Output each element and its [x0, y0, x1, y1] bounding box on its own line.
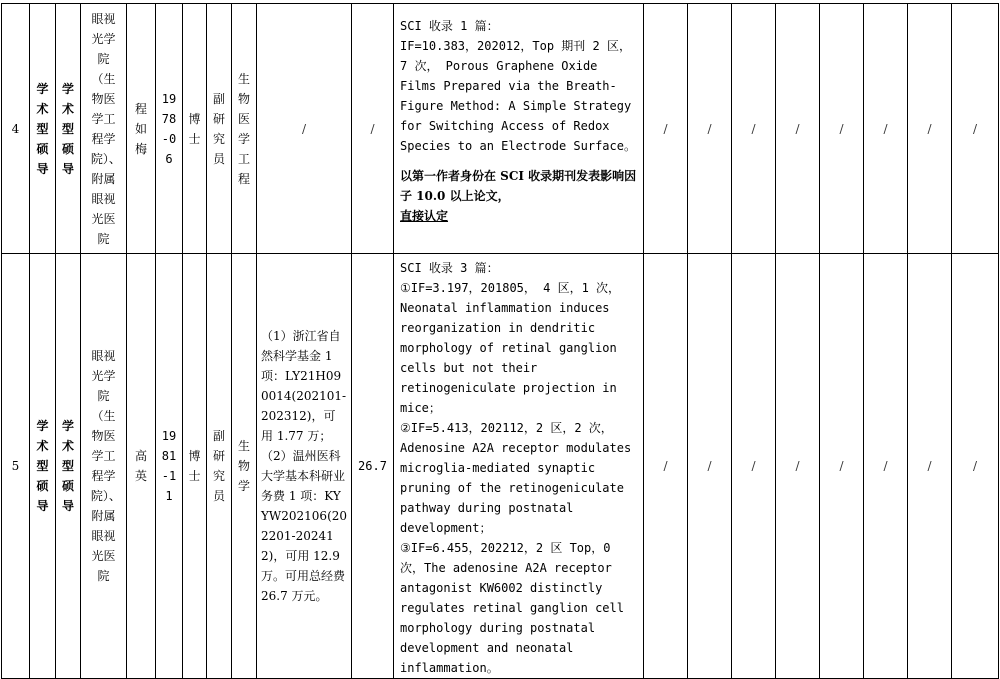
- trailing-cell: /: [952, 254, 999, 679]
- paper-entry: ②IF=5.413，202112，2 区，2 次，Adenosine A2A receptor modulates microglia-mediated synaptic pruning of the retinogeniculate pathway during postnatal development；: [400, 421, 639, 535]
- paper-entry: ①IF=3.197，201805， 4 区，1 次，Neonatal inflammation induces reorganization in dendritic morphology of retinal ganglion cells but not their retinogeniculate projection in mice；: [400, 281, 624, 415]
- category-cell: 学术型硕导: [56, 254, 81, 679]
- funding-cell: （1）浙江省自然科学基金 1 项：LY21H090014(202101-202312)，可用 1.77 万；（2）温州医科大学基本科研业务费 1 项：KYYW202106(202201-202412)，可用 12.9 万。可用总经费 26.7 万元。: [257, 254, 352, 679]
- trailing-cell: /: [820, 4, 864, 254]
- birth-cell: 1981-11: [156, 254, 183, 679]
- papers-cell: [394, 254, 644, 679]
- trailing-cell: /: [908, 254, 952, 679]
- papers-heading: SCI 收录 1 篇：: [400, 19, 499, 33]
- qualification-note: 以第一作者身份在 SCI 收录期刊发表影响因子 10.0 以上论文，: [400, 169, 637, 203]
- trailing-cell: /: [732, 4, 776, 254]
- table-row: [2, 4, 999, 254]
- title-cell: 副研究员: [207, 4, 232, 254]
- paper-entry: ③IF=6.455，202212，2 区 Top，0 次，The adenosine A2A receptor antagonist KW6002 distinctly regulates retinal ganglion cell morphology during postnatal development and neonatal inflammation。: [400, 541, 632, 675]
- trailing-cell: /: [864, 4, 908, 254]
- funding-amount-cell: /: [352, 4, 394, 254]
- table-row: [2, 254, 999, 679]
- category-cell: 学术型硕导: [56, 4, 81, 254]
- trailing-cell: /: [688, 254, 732, 679]
- birth-cell: 1978-06: [156, 4, 183, 254]
- trailing-cell: /: [908, 4, 952, 254]
- funding-cell: /: [257, 4, 352, 254]
- trailing-cell: /: [776, 254, 820, 679]
- degree-cell: 博士: [183, 4, 207, 254]
- paper-entry: IF=10.383，202012，Top 期刊 2 区，7 次， Porous Graphene Oxide Films Prepared via the Breath-Figure Method: A Simple Strategy for Switching Access of Redox Species to an Electrode Surface。: [400, 39, 639, 153]
- trailing-cell: /: [644, 4, 688, 254]
- trailing-cell: /: [644, 254, 688, 679]
- applicant-table: [1, 3, 999, 679]
- trailing-cell: /: [952, 4, 999, 254]
- category-cell: 学术型硕导: [30, 254, 56, 679]
- papers-cell: [394, 4, 644, 254]
- name-cell: 高英: [127, 254, 156, 679]
- row-index: 4: [2, 4, 30, 254]
- discipline-cell: 生物医学工程: [232, 4, 257, 254]
- college-cell: 眼视光学院（生物医学工程学院）、附属眼视光医院: [81, 4, 127, 254]
- row-index: 5: [2, 254, 30, 679]
- discipline-cell: 生物学: [232, 254, 257, 679]
- trailing-cell: /: [732, 254, 776, 679]
- degree-cell: 博士: [183, 254, 207, 679]
- papers-heading: SCI 收录 3 篇：: [400, 261, 499, 275]
- trailing-cell: /: [776, 4, 820, 254]
- trailing-cell: /: [688, 4, 732, 254]
- name-cell: 程如梅: [127, 4, 156, 254]
- title-cell: 副研究员: [207, 254, 232, 679]
- category-cell: 学术型硕导: [30, 4, 56, 254]
- trailing-cell: /: [864, 254, 908, 679]
- college-cell: 眼视光学院（生物医学工程学院）、附属眼视光医院: [81, 254, 127, 679]
- trailing-cell: /: [820, 254, 864, 679]
- qualification-note-underlined: 直接认定: [400, 209, 449, 223]
- funding-amount-cell: 26.7: [352, 254, 394, 679]
